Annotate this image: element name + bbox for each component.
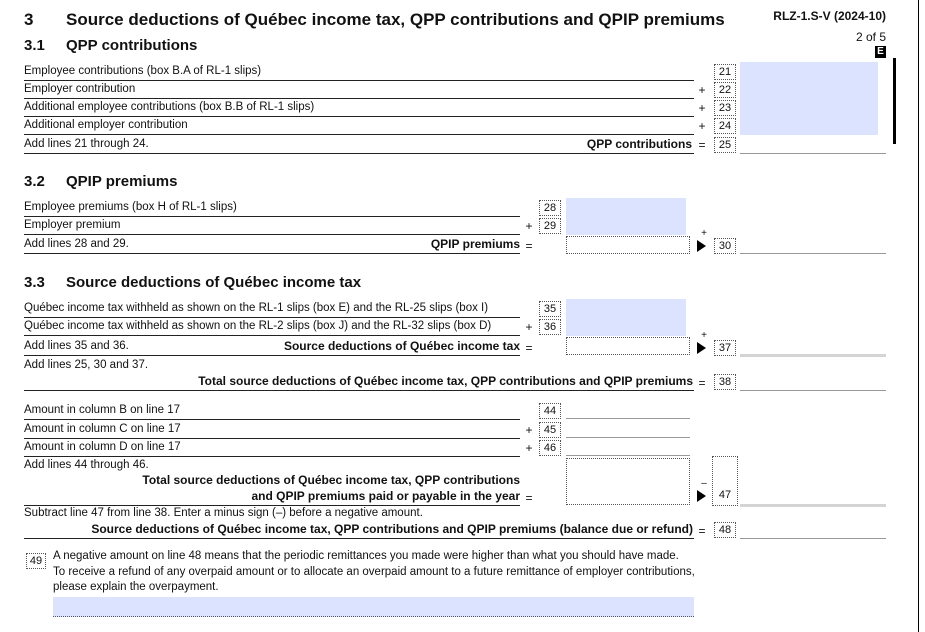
qpp-row-label: Employee contributions (box B.A of RL-1 slips)	[24, 65, 262, 77]
qit-title: Source deductions of Québec income tax	[66, 274, 362, 291]
qpp-number: 3.1	[24, 37, 45, 54]
qpip-row-label: Employer premium	[24, 219, 121, 231]
qpp-row-21	[24, 63, 694, 81]
qpp-row-23	[24, 99, 694, 117]
paid-row-44	[24, 402, 520, 420]
page-edge	[918, 0, 919, 632]
qpip-total-bold: QPIP premiums	[430, 237, 520, 251]
paid-total-label: Add lines 44 through 46.	[24, 459, 149, 471]
equals-operator: =	[698, 524, 706, 538]
qpp-title: QPP contributions	[66, 37, 198, 54]
overpayment-explanation-input[interactable]	[53, 597, 694, 617]
line-23-number: 23	[714, 100, 736, 116]
form-code: RLZ-1.S-V (2024-10)	[773, 9, 886, 23]
line-47-number: 47	[718, 489, 732, 501]
equals-operator: =	[525, 239, 533, 253]
qit-row-35	[24, 300, 520, 318]
qpip-row-29	[24, 217, 520, 235]
paid-row-label: Amount in column B on line 17	[24, 404, 180, 416]
plus-operator: +	[701, 330, 707, 341]
minus-operator: –	[701, 478, 707, 489]
line-21-number: 21	[714, 64, 736, 80]
line-48-number: 48	[714, 522, 736, 538]
paid-total-bold-2: and QPIP premiums paid or payable in the year	[251, 489, 520, 503]
note-text-3: please explain the overpayment.	[53, 581, 219, 593]
line-36-number: 36	[539, 319, 561, 335]
note-text-1: A negative amount on line 48 means that the periodic remittances you made were higher than what you should have made.	[53, 550, 679, 562]
qpip-number: 3.2	[24, 173, 45, 190]
line-36-input[interactable]	[566, 317, 686, 336]
line-37-number: 37	[714, 340, 736, 356]
line-47-input[interactable]	[740, 502, 886, 507]
arrow-right-icon	[697, 240, 706, 252]
plus-operator: +	[525, 441, 533, 455]
plus-operator: +	[698, 119, 706, 133]
equals-operator: =	[525, 491, 533, 505]
line-29-number: 29	[539, 218, 561, 234]
qpip-total-label: Add lines 28 and 29.	[24, 238, 129, 250]
line-46-number: 46	[539, 440, 561, 456]
line-35-input[interactable]	[566, 299, 686, 318]
plus-operator: +	[525, 219, 533, 233]
line-24-input[interactable]	[740, 116, 878, 135]
plus-operator: +	[525, 320, 533, 334]
paid-row-45	[24, 421, 520, 439]
line-35-number: 35	[539, 301, 561, 317]
qpp-total-label: Add lines 21 through 24.	[24, 138, 149, 150]
qit-number: 3.3	[24, 274, 45, 291]
line-22-input[interactable]	[740, 80, 878, 99]
section-title: Source deductions of Québec income tax, QPP contributions and QPIP premiums	[66, 10, 725, 29]
line-22-number: 22	[714, 82, 736, 98]
note-text-2: To receive a refund of any overpaid amount or to allocate an overpaid amount to a future remittance of employer contributions,	[53, 566, 695, 578]
language-badge: E	[875, 46, 886, 58]
qpip-subtotal-input[interactable]	[566, 236, 690, 254]
qit-subtotal-input[interactable]	[566, 337, 690, 355]
line-45-input[interactable]	[566, 420, 690, 438]
paid-total-bold-1: Total source deductions of Québec income tax, QPP contributions	[142, 473, 520, 487]
line-29-input[interactable]	[566, 216, 686, 235]
line-28-input[interactable]	[566, 198, 686, 217]
qit-row-label: Québec income tax withheld as shown on the RL-2 slips (box J) and the RL-32 slips (box D)	[24, 320, 492, 332]
equals-operator: =	[698, 138, 706, 152]
grand-total-label: Add lines 25, 30 and 37.	[24, 359, 149, 371]
paid-row-label: Amount in column D on line 17	[24, 441, 181, 453]
plus-operator: +	[525, 423, 533, 437]
line-44-number: 44	[539, 403, 561, 419]
line-38-number: 38	[714, 374, 736, 390]
qit-row-36	[24, 318, 520, 336]
qpp-row-label: Additional employee contributions (box B.B of RL-1 slips)	[24, 101, 315, 113]
margin-bar	[893, 58, 896, 144]
line-46-input[interactable]	[566, 438, 690, 456]
line-25-number: 25	[714, 137, 736, 153]
qit-total-bold: Source deductions of Québec income tax	[283, 339, 520, 353]
qpip-row-label: Employee premiums (box H of RL-1 slips)	[24, 201, 237, 213]
plus-operator: +	[698, 83, 706, 97]
line-30-input[interactable]	[740, 236, 886, 254]
equals-operator: =	[525, 341, 533, 355]
line-23-input[interactable]	[740, 98, 878, 117]
line-24-number: 24	[714, 118, 736, 134]
grand-total-bold: Total source deductions of Québec income tax, QPP contributions and QPIP premiums	[198, 374, 693, 388]
line-37-input[interactable]	[740, 352, 886, 357]
qpp-row-22	[24, 81, 694, 99]
balance-label: Subtract line 47 from line 38. Enter a minus sign (–) before a negative amount.	[24, 507, 423, 519]
paid-subtotal-input[interactable]	[566, 458, 690, 505]
qit-row-label: Québec income tax withheld as shown on the RL-1 slips (box E) and the RL-25 slips (box I)	[24, 302, 489, 314]
paid-row-label: Amount in column C on line 17	[24, 423, 181, 435]
qpp-row-label: Employer contribution	[24, 83, 136, 95]
line-38-input[interactable]	[740, 373, 886, 391]
qpip-title: QPIP premiums	[66, 173, 178, 190]
line-48-input[interactable]	[740, 521, 886, 539]
paid-row-46	[24, 439, 520, 457]
arrow-right-icon	[697, 490, 706, 502]
qit-total-label: Add lines 35 and 36.	[24, 340, 129, 352]
line-28-number: 28	[539, 200, 561, 216]
line-21-input[interactable]	[740, 62, 878, 81]
line-25-input[interactable]	[740, 136, 886, 154]
line-45-number: 45	[539, 422, 561, 438]
qpip-row-28	[24, 199, 520, 217]
qpp-row-label: Additional employer contribution	[24, 119, 188, 131]
line-44-input[interactable]	[566, 401, 690, 419]
arrow-right-icon	[697, 342, 706, 354]
qpp-total-bold: QPP contributions	[586, 137, 692, 151]
equals-operator: =	[698, 376, 706, 390]
section-number: 3	[24, 10, 34, 29]
qpp-row-24	[24, 117, 694, 135]
plus-operator: +	[698, 101, 706, 115]
line-49-number: 49	[26, 553, 46, 569]
plus-operator: +	[701, 228, 707, 239]
line-30-number: 30	[714, 238, 736, 254]
page-number: 2 of 5	[855, 30, 886, 44]
balance-bold: Source deductions of Québec income tax, QPP contributions and QPIP premiums (balance due or refund)	[91, 522, 693, 536]
